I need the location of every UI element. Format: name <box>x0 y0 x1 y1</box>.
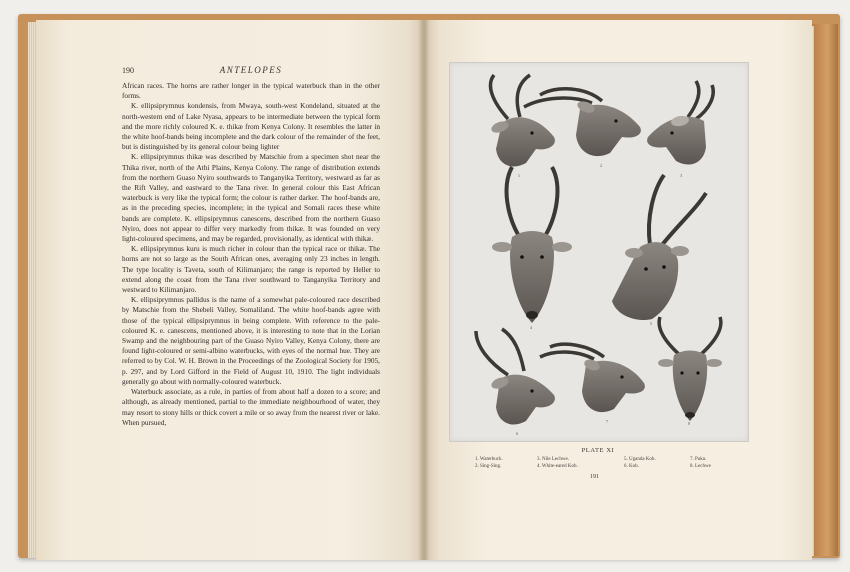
figure-number: 8 <box>688 421 690 426</box>
antelope-heads-figure <box>450 63 748 441</box>
paragraph: K. ellipsiprymnus pallidus is the name of a somewhat pale-coloured race described by Matschie from the Shebeli Valley, Somaliland. The white hoof-bands agree with those of the typical ellipsiprymnus in being complete. With reference to the pale-coloured K. e. canescens, mentioned above, it is interesting to note that in the Lorian Swamp and the neighbouring part of the Guaso Nyiro Valley, Kenya Colony, there are found light-coloured or semi-albino waterbucks, with eyes of the normal hue. They are referred to by Col. W. H. Brown in the Proceedings of the Zoological Society for 1905, p. 297, and by Lord Gifford in the Field of August 10, 1910. The light individuals generally go about with normally-coloured waterbuck. <box>122 295 380 386</box>
caption-item: 2. Sing-Sing. <box>475 463 502 469</box>
caption-column <box>624 457 656 470</box>
paragraph: K. ellipsiprymnus kondensis, from Mwaya, south-west Kondeland, situated at the north-western end of Lake Nyasa, appears to be intermediate between the typical form and the more richly coloured K. e. thikæ from Kenya Colony. It resembles the latter in the white hoof-bands being incomplete and the dark colour of the remainder of the feet, but is distinguished by its general colour being lighter <box>122 101 380 152</box>
head-5 <box>612 175 706 320</box>
caption-item: 4. White-eared Kob. <box>537 463 578 469</box>
figure-number: 1 <box>518 173 520 178</box>
paragraph: African races. The horns are rather longer in the typical waterbuck than in the other forms. <box>122 81 380 101</box>
caption-item: 3. Nile Lechwe. <box>537 457 569 462</box>
figure-number: 4 <box>530 325 532 330</box>
figure-number: 2 <box>600 163 602 168</box>
head-6 <box>476 329 555 425</box>
head-7 <box>540 344 645 412</box>
cover-edge <box>812 24 838 556</box>
caption-item: 1. Waterbuck. <box>475 457 503 462</box>
left-page-number: 190 <box>122 66 134 75</box>
paragraph: Waterbuck associate, as a rule, in parties of from about half a dozen to a score; and although, as already mentioned, partial to the immediate neighbourhood of water, they may resort to stony hills or thick covert a mile or so away from the nearest river or lake. When pursued, <box>122 387 380 427</box>
caption-column <box>690 457 711 470</box>
figure-number: 3 <box>680 173 682 178</box>
caption-item: 8. Lechwe <box>690 463 711 469</box>
caption-column <box>475 457 503 470</box>
figure-number: 7 <box>606 419 608 424</box>
caption-item: 7. Puku. <box>690 457 707 462</box>
caption-item: 5. Uganda Kob. <box>624 457 656 462</box>
head-8 <box>658 317 722 421</box>
left-page-text <box>122 81 380 428</box>
head-1 <box>490 75 555 167</box>
caption-item: 6. Kob. <box>624 463 639 469</box>
head-4 <box>492 167 572 323</box>
plate-illustration <box>449 62 749 442</box>
figure-number: 6 <box>516 431 518 436</box>
figure-number: 5 <box>650 321 652 326</box>
plate-title: PLATE XI <box>581 447 615 454</box>
left-page-header <box>122 66 380 78</box>
paragraph: K. ellipsiprymnus kuru is much richer in colour than the typical race or thikæ. The horns are not so large as the South African ones, averaging only 23 inches in length. The type locality is Taveta, south of Kilimanjaro; the range is reported by Heller to extend along the coast from the Tana river southward to Tanganyika Territory and westward to Kilimanjaro. <box>122 244 380 295</box>
right-page-number: 191 <box>590 474 599 480</box>
head-3 <box>647 81 713 165</box>
paragraph: K. ellipsiprymnus thikæ was described by Matschie from a specimen shot near the Thika river, north of the Athi Plains, Kenya Colony. The range of distribution extends from the northern Guaso Nyiro southwards to Tanganyika Territory, westward as far as the Rift Valley, and eastward to the Tana river. In general colour this East African waterbuck is very like the typical form; the colour is rather darker. The hoof-bands are, as in the preceding species, incomplete; in the typical and Somali races these white bands are complete. K. ellipsiprymnus canescens, described from the northern Guaso Nyiro, does not appear to differ very markedly from thikæ. It was founded on very light-coloured specimens, and may be regarded, provisionally, as identical with thikæ. <box>122 152 380 244</box>
running-title: ANTELOPES <box>219 65 283 75</box>
caption-column <box>537 457 578 470</box>
book-gutter <box>418 20 430 560</box>
